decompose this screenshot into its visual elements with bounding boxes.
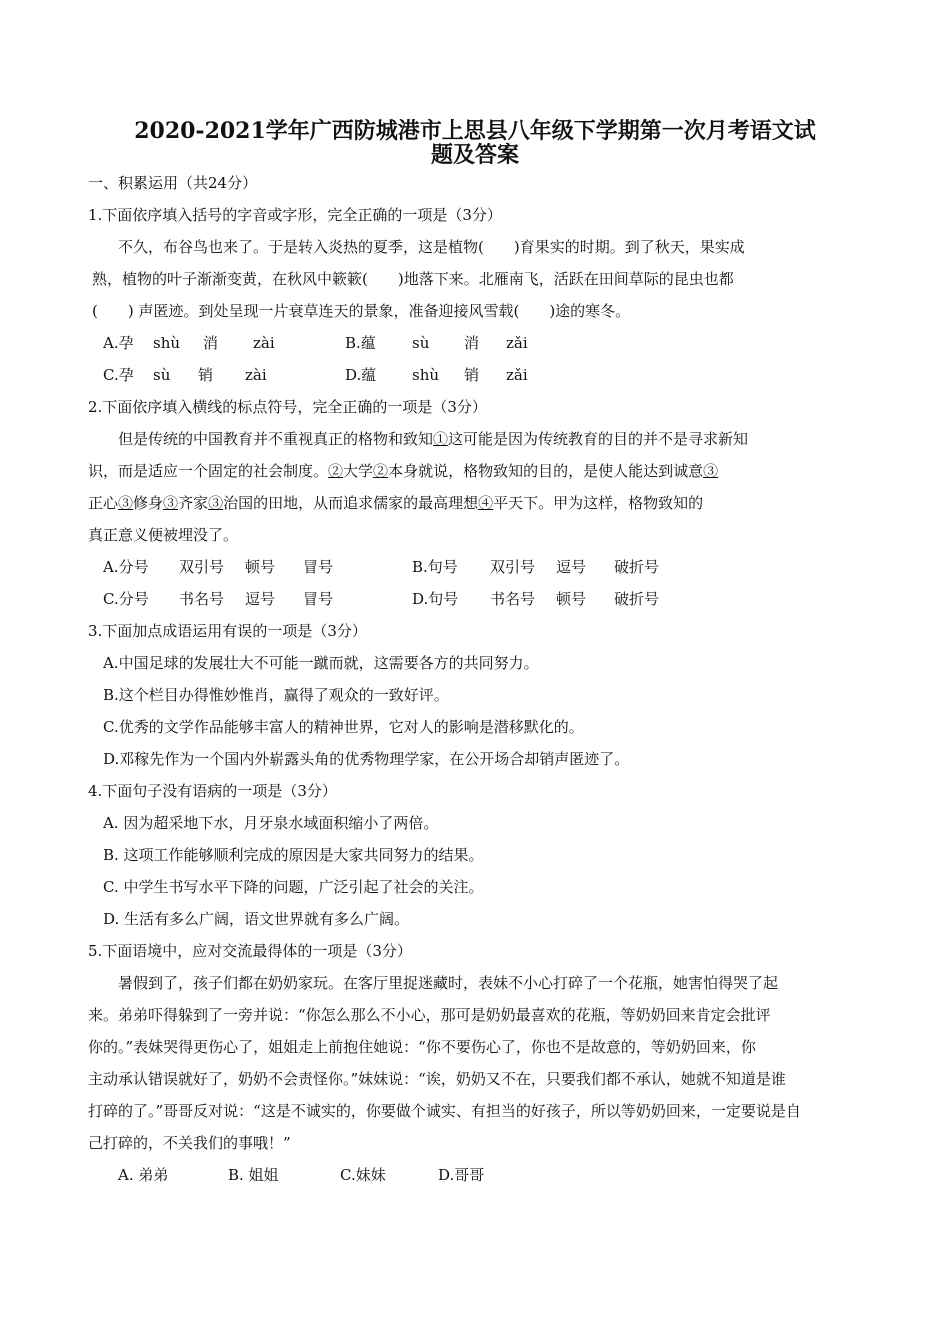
q1-passage-line: 熟，植物的叶子渐渐变黄，在秋风中簌簌( )地落下来。北雁南飞，活跃在田间草际的昆虫也都: [92, 270, 734, 288]
q2-option-cell: 逗号: [556, 558, 587, 576]
q2-blank: ②: [373, 462, 389, 480]
q2-option-cell: B.句号: [412, 558, 458, 576]
q3-option-b: B.这个栏目办得惟妙惟肖，赢得了观众的一致好评。: [103, 686, 449, 704]
q4-option-a: A. 因为超采地下水，月牙泉水域面积缩小了两倍。: [103, 814, 439, 832]
question-1-stem: 1.下面依序填入括号的字音或字形，完全正确的一项是（3分）: [88, 206, 502, 224]
question-5-stem: 5.下面语境中，应对交流最得体的一项是（3分）: [88, 942, 412, 960]
q2-option-cell: 书名号: [490, 590, 536, 608]
q2-option-cell: A.分号: [103, 558, 149, 576]
q1-option-b: [345, 333, 556, 353]
q1-option-d: [345, 365, 556, 385]
q2-option-cell: C.分号: [103, 590, 149, 608]
q2-text: 修身: [133, 494, 164, 512]
q2-option-cell: D.句号: [412, 590, 459, 608]
page-title-cont: 题及答案: [430, 142, 519, 168]
q1-option-a: [103, 333, 303, 353]
q3-option-d: D.邓稼先作为一个国内外崭露头角的优秀物理学家，在公开场合却销声匿迹了。: [103, 750, 630, 768]
q2-blank: ②: [328, 462, 344, 480]
q4-option-b: B. 这项工作能够顺利完成的原因是大家共同努力的结果。: [103, 846, 484, 864]
q2-blank: ③: [163, 494, 179, 512]
q2-blank: ④: [478, 494, 494, 512]
q5-passage-line: 你的。”表妹哭得更伤心了，姐姐走上前抱住她说：“你不要伤心了，你也不是故意的，等奶奶回来，你: [88, 1038, 756, 1056]
q2-text: 正心: [88, 494, 119, 512]
q2-blank: ①: [433, 430, 449, 448]
page-title: 2020-2021学年广西防城港市上思县八年级下学期第一次月考语文试: [134, 118, 816, 144]
q2-option-cell: 冒号: [303, 590, 334, 608]
q2-option-cell: 双引号: [490, 558, 536, 576]
q5-passage-line: 暑假到了，孩子们都在奶奶家玩。在客厅里捉迷藏时，表妹不小心打碎了一个花瓶，她害怕得哭了起: [118, 974, 779, 992]
section-heading: 一、积累运用（共24分）: [88, 174, 258, 192]
q1-option-cell: zǎi: [506, 366, 528, 384]
q2-text: 平天下。甲为这样，格物致知的: [493, 494, 704, 512]
q3-option-c: C.优秀的文学作品能够丰富人的精神世界，它对人的影响是潜移默化的。: [103, 718, 584, 736]
q2-passage-line: [88, 461, 718, 481]
q2-passage-line: 真正意义便被埋没了。: [88, 526, 239, 544]
q2-option-a: [103, 557, 353, 577]
q2-text: 治国的田地，从而追求儒家的最高理想: [223, 494, 479, 512]
q5-option-a: A. 弟弟: [118, 1166, 169, 1184]
q5-passage-line: 主动承认错误就好了，奶奶不会责怪你。”妹妹说：“诶，奶奶又不在，只要我们都不承认，她就不知道是谁: [88, 1070, 786, 1088]
q5-passage-line: 来。弟弟吓得躲到了一旁并说：“你怎么那么不小心，那可是奶奶最喜欢的花瓶，等奶奶回来肯定会批评: [88, 1006, 771, 1024]
q1-passage-line: 不久，布谷鸟也来了。于是转入炎热的夏季，这是植物( )育果实的时期。到了秋天，果实成: [118, 238, 745, 256]
q5-option-b: B. 姐姐: [228, 1166, 279, 1184]
q2-option-d: [412, 589, 674, 609]
q2-option-cell: 冒号: [303, 558, 334, 576]
q2-text: 大学: [343, 462, 374, 480]
q1-option-cell: C.孕: [103, 366, 134, 384]
q2-option-cell: 书名号: [179, 590, 225, 608]
q1-option-cell: shù: [153, 334, 181, 352]
q2-text: 但是传统的中国教育并不重视真正的格物和致知: [118, 430, 434, 448]
q2-text: 识，而是适应一个固定的社会制度。: [88, 462, 329, 480]
q2-option-cell: 双引号: [179, 558, 225, 576]
q3-option-a: A.中国足球的发展壮大不可能一蹴而就，这需要各方的共同努力。: [103, 654, 539, 672]
q2-option-c: [103, 589, 353, 609]
q4-option-c: C. 中学生书写水平下降的问题，广泛引起了社会的关注。: [103, 878, 484, 896]
q1-option-cell: sù: [153, 366, 171, 384]
q1-passage-line: ( ) 声匿迹。到处呈现一片衰草连天的景象，准备迎接风雪载( )途的寒冬。: [92, 302, 631, 320]
q4-option-d: D. 生活有多么广阔，语文世界就有多么广阔。: [103, 910, 410, 928]
q2-text: 本身就说，格物致知的目的，是使人能达到诚意: [388, 462, 704, 480]
q1-option-cell: 销: [198, 366, 214, 384]
q2-passage-line: [118, 429, 748, 449]
question-2-stem: 2.下面依序填入横线的标点符号，完全正确的一项是（3分）: [88, 398, 487, 416]
q2-text: 齐家: [178, 494, 209, 512]
q1-option-c: [103, 365, 295, 385]
q2-text: 这可能是因为传统教育的目的并不是寻求新知: [448, 430, 749, 448]
q5-option-d: D.哥哥: [438, 1166, 485, 1184]
q2-blank: ③: [208, 494, 224, 512]
q1-option-cell: zài: [253, 334, 275, 352]
q2-passage-line: [88, 493, 703, 513]
q1-option-cell: A.孕: [103, 334, 134, 352]
q5-option-c: C.妹妹: [340, 1166, 386, 1184]
q2-option-cell: 顿号: [556, 590, 587, 608]
q1-option-cell: shù: [412, 366, 440, 384]
q1-option-cell: D.蕴: [345, 366, 377, 384]
q2-option-cell: 顿号: [245, 558, 276, 576]
q2-blank: ③: [703, 462, 719, 480]
q2-option-cell: 破折号: [614, 558, 660, 576]
question-4-stem: 4.下面句子没有语病的一项是（3分）: [88, 782, 337, 800]
q2-blank: ③: [118, 494, 134, 512]
q1-option-cell: sù: [412, 334, 430, 352]
q5-passage-line: 己打碎的，不关我们的事哦！”: [88, 1134, 291, 1152]
q1-option-cell: 消: [203, 334, 219, 352]
question-3-stem: 3.下面加点成语运用有误的一项是（3分）: [88, 622, 367, 640]
q1-option-cell: zǎi: [506, 334, 528, 352]
q2-option-cell: 破折号: [614, 590, 660, 608]
q2-option-b: [412, 557, 674, 577]
q1-option-cell: B.蕴: [345, 334, 376, 352]
q1-option-cell: zài: [245, 366, 267, 384]
q5-passage-line: 打碎的了。”哥哥反对说：“这是不诚实的，你要做个诚实、有担当的好孩子，所以等奶奶回来，一定要说是自: [88, 1102, 801, 1120]
q1-option-cell: 消: [464, 334, 480, 352]
q2-option-cell: 逗号: [245, 590, 276, 608]
q1-option-cell: 销: [464, 366, 480, 384]
